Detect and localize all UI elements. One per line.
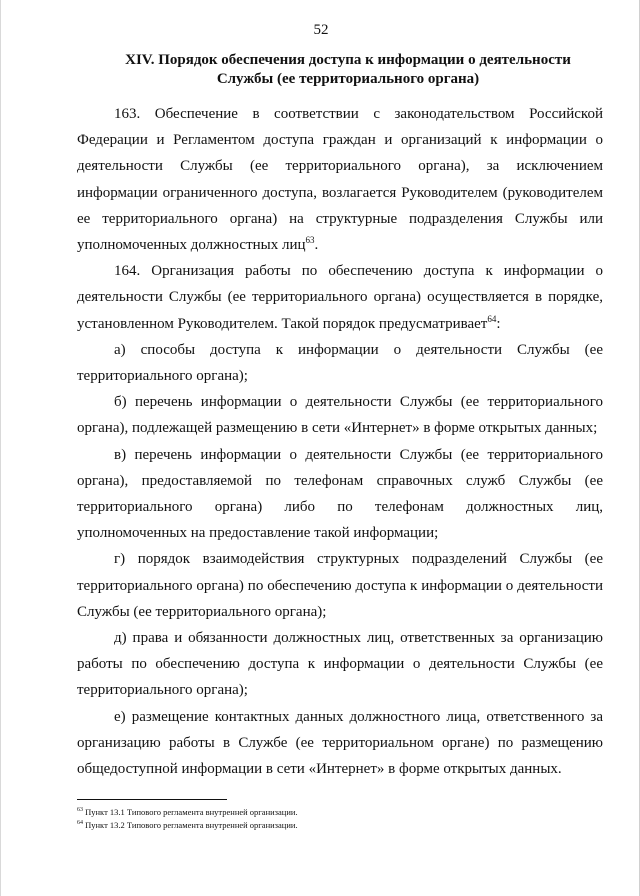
footnote-ref-63: 63	[305, 235, 315, 246]
paragraph-tail: :	[496, 315, 501, 332]
list-item-e: е) размещение контактных данных должностного лица, ответственного за организацию работы в Службе (ее территориальном органе) по размещению общедоступной информации в сети «Интернет» в форме открытых данных.	[77, 708, 603, 778]
paragraph-text: 164. Организация работы по обеспечению доступа к информации о деятельности Службы (ее территориального органа) осуществляется в порядке, установленном Руководителем. Такой порядок предусматривает	[77, 263, 603, 332]
paragraph-164	[77, 258, 603, 337]
footnote-63	[77, 805, 603, 818]
footnote-ref-64: 64	[487, 313, 497, 324]
list-item-g: г) порядок взаимодействия структурных подразделений Службы (ее территориального органа) по обеспечению доступа к информации о деятельности Службы (ее территориального органа);	[77, 551, 603, 620]
page-number: 52	[313, 22, 329, 38]
list-item-v: в) перечень информации о деятельности Службы (ее территориального органа), предоставляемой по телефонам справочных служб Службы (ее территориального органа) либо по телефонам должностных лиц, уполномоченных на предоставление такой информации;	[77, 446, 603, 542]
list-item-b: б) перечень информации о деятельности Службы (ее территориального органа), подлежащей размещению в сети «Интернет» в форме открытых данных;	[77, 394, 603, 437]
footnote-text: Пункт 13.1 Типового регламента внутренней организации.	[85, 806, 298, 817]
footnote-number: 63	[77, 807, 83, 813]
section-heading-line-1: XIV. Порядок обеспечения доступа к информации о деятельности	[125, 52, 571, 68]
paragraph-tail: .	[314, 237, 319, 254]
footnote-separator	[77, 799, 227, 800]
footnote-number: 64	[77, 819, 83, 826]
footnote-64	[77, 818, 603, 831]
section-heading-line-2: Службы (ее территориального органа)	[216, 71, 480, 87]
footnotes	[77, 805, 603, 831]
document-body	[77, 101, 603, 782]
paragraph-163	[77, 101, 603, 258]
section-heading	[85, 51, 611, 89]
list-item-d: д) права и обязанности должностных лиц, ответственных за организацию работы по обеспечению доступа к информации о деятельности Службы (ее территориального органа);	[77, 630, 603, 699]
list-item-a: а) способы доступа к информации о деятельности Службы (ее территориального органа);	[77, 341, 603, 385]
footnote-text: Пункт 13.2 Типового регламента внутренней организации.	[85, 819, 298, 830]
paragraph-text: 163. Обеспечение в соответствии с законодательством Российской Федерации и Регламентом доступа граждан и организаций к информации о деятельности Службы (ее территориального органа), за исключением информации ограниченного доступа, возлагается Руководителем (руководителем ее территориального органа) на структурные подразделения Службы или уполномоченных должностных лиц	[77, 106, 603, 254]
